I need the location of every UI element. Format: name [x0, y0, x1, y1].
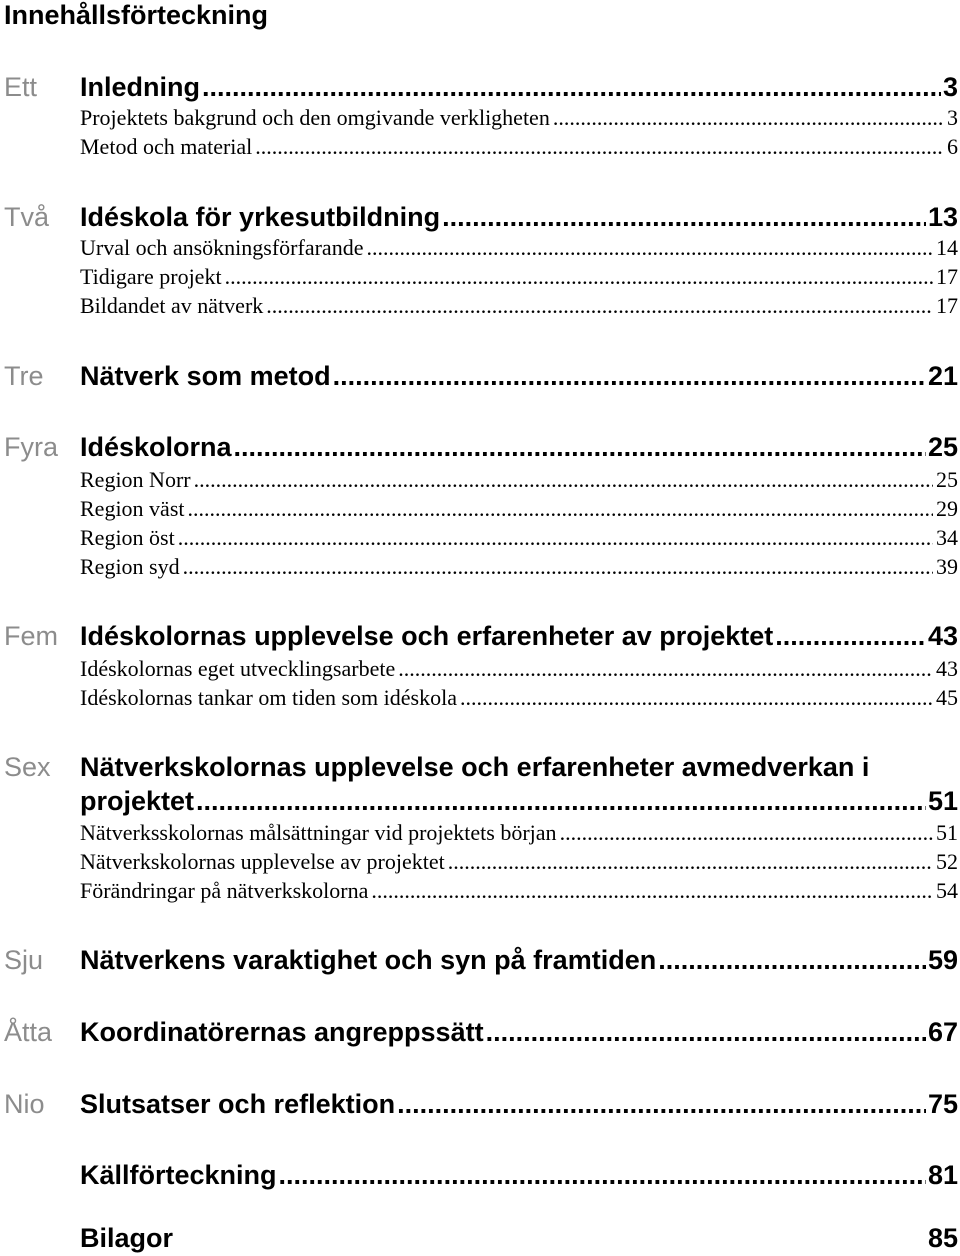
section-title: Metod och material — [80, 134, 253, 159]
section-title: Region öst — [80, 525, 175, 550]
chapter-title: Idéskolornas upplevelse och erfarenheter av projektet — [80, 621, 774, 651]
chapter-title-line-1[interactable]: Nätverkskolornas upplevelse och erfarenheter avmedverkan i — [80, 752, 870, 782]
section-title: Nätverkskolornas upplevelse av projektet — [80, 849, 445, 874]
chapter-title: Idéskola för yrkesutbildning — [80, 202, 441, 232]
chapter-number: Ett — [4, 72, 38, 102]
toc-entry-section[interactable] — [80, 132, 958, 161]
dot-leader — [188, 494, 934, 523]
dot-leader — [775, 619, 926, 653]
dot-leader — [225, 262, 933, 291]
page-number: 81 — [927, 1160, 958, 1190]
dot-leader — [560, 818, 933, 847]
toc-entry-section[interactable] — [80, 876, 958, 905]
toc-chapter-4 — [0, 430, 960, 464]
dot-leader — [183, 552, 933, 581]
section-title: Region väst — [80, 496, 185, 521]
toc-entry-section[interactable] — [80, 683, 958, 712]
toc-entry-section[interactable] — [80, 523, 958, 552]
dot-leader — [255, 132, 944, 161]
page-number: 52 — [936, 849, 958, 874]
page-number: 59 — [927, 945, 958, 975]
section-title: Projektets bakgrund och den omgivande verkligheten — [80, 105, 550, 130]
dot-leader — [658, 943, 926, 977]
toc-entry-section[interactable] — [80, 291, 958, 320]
page-number: 14 — [936, 235, 958, 260]
toc-chapter-6 — [0, 750, 960, 784]
dot-leader — [448, 847, 933, 876]
toc-chapter-1 — [0, 70, 960, 104]
chapter-title: Idéskolorna — [80, 432, 232, 462]
dot-leader — [279, 1158, 926, 1192]
chapter-title: Källförteckning — [80, 1160, 277, 1190]
dot-leader — [333, 359, 926, 393]
toc-entry-chapter[interactable] — [80, 784, 958, 818]
section-title: Bildandet av nätverk — [80, 293, 264, 318]
dot-leader — [460, 683, 933, 712]
toc-entry-chapter[interactable] — [80, 359, 958, 393]
page-number: 45 — [936, 685, 958, 710]
toc-entry-chapter[interactable] — [80, 943, 958, 977]
section-title: Förändringar på nätverkskolorna — [80, 878, 369, 903]
dot-leader — [553, 103, 944, 132]
section-title: Region syd — [80, 554, 180, 579]
page-number: 43 — [927, 621, 958, 651]
chapter-number: Två — [4, 202, 50, 232]
chapter-number: Fem — [4, 621, 58, 651]
dot-leader — [266, 291, 933, 320]
page-number: 34 — [936, 525, 958, 550]
section-title: Nätverksskolornas målsättningar vid projektets början — [80, 820, 557, 845]
page-number: 43 — [936, 656, 958, 681]
page-number: 67 — [927, 1017, 958, 1047]
page-number: 17 — [936, 293, 958, 318]
dot-leader — [234, 430, 926, 464]
section-title: Urval och ansökningsförfarande — [80, 235, 364, 260]
chapter-title: Koordinatörernas angreppssätt — [80, 1017, 484, 1047]
chapter-title: Nätverkens varaktighet och syn på framtiden — [80, 945, 657, 975]
dot-leader — [202, 70, 941, 104]
page-number: 25 — [927, 432, 958, 462]
dot-leader — [194, 465, 933, 494]
toc-chapter-5 — [0, 619, 960, 653]
toc-chapter-9 — [0, 1087, 960, 1121]
section-title: Region Norr — [80, 467, 191, 492]
chapter-title-line-2: projektet — [80, 786, 195, 816]
toc-entry-chapter[interactable] — [80, 1221, 958, 1255]
toc-entry-section[interactable] — [80, 262, 958, 291]
toc-chapter-7 — [0, 943, 960, 977]
toc-entry-section[interactable] — [80, 465, 958, 494]
toc-entry-chapter[interactable] — [80, 1087, 958, 1121]
toc-chapter-6-continued — [0, 784, 960, 818]
page-number: 75 — [927, 1089, 958, 1119]
page-number: 6 — [947, 134, 958, 159]
toc-entry-chapter[interactable] — [80, 619, 958, 653]
page-number: 17 — [936, 264, 958, 289]
dot-leader — [398, 654, 933, 683]
toc-chapter-3 — [0, 359, 960, 393]
chapter-title: Slutsatser och reflektion — [80, 1089, 396, 1119]
toc-entry-section[interactable] — [80, 552, 958, 581]
page-number: 29 — [936, 496, 958, 521]
toc-heading: Innehållsförteckning — [4, 0, 269, 30]
toc-entry-chapter[interactable] — [80, 200, 958, 234]
toc-entry-section[interactable] — [80, 494, 958, 523]
toc-entry-section[interactable] — [80, 103, 958, 132]
dot-leader — [178, 523, 933, 552]
chapter-number: Åtta — [4, 1017, 53, 1047]
toc-entry-section[interactable] — [80, 818, 958, 847]
page-number: 51 — [936, 820, 958, 845]
page-number: 51 — [927, 786, 958, 816]
section-title: Idéskolornas eget utvecklingsarbete — [80, 656, 396, 681]
toc-chapter-8 — [0, 1015, 960, 1049]
toc-entry-chapter[interactable] — [80, 430, 958, 464]
chapter-number: Sju — [4, 945, 44, 975]
page-number: 3 — [947, 105, 958, 130]
dot-leader — [196, 784, 926, 818]
chapter-title: Inledning — [80, 72, 200, 102]
toc-entry-section[interactable] — [80, 847, 958, 876]
page-number: 39 — [936, 554, 958, 579]
dot-leader — [486, 1015, 926, 1049]
chapter-number: Tre — [4, 361, 44, 391]
page-number: 21 — [927, 361, 958, 391]
toc-chapter-2 — [0, 200, 960, 234]
toc-entry-section[interactable] — [80, 654, 958, 683]
chapter-number: Nio — [4, 1089, 45, 1119]
dot-leader — [371, 876, 933, 905]
dot-leader — [397, 1087, 926, 1121]
section-title: Tidigare projekt — [80, 264, 222, 289]
toc-references — [0, 1158, 960, 1192]
page-number: 85 — [927, 1223, 958, 1253]
toc-entry-section[interactable] — [80, 233, 958, 262]
toc-entry-chapter[interactable] — [80, 1158, 958, 1192]
toc-entry-chapter[interactable] — [80, 1015, 958, 1049]
section-title: Idéskolornas tankar om tiden som idéskola — [80, 685, 457, 710]
dot-leader — [366, 233, 933, 262]
toc-appendices — [0, 1221, 960, 1255]
page-number: 25 — [936, 467, 958, 492]
page-number: 13 — [927, 202, 958, 232]
page-number: 3 — [942, 72, 958, 102]
chapter-number: Sex — [4, 752, 51, 782]
chapter-title: Nätverk som metod — [80, 361, 331, 391]
toc-entry-chapter[interactable] — [80, 70, 958, 104]
dot-leader — [442, 200, 926, 234]
page-number: 54 — [936, 878, 958, 903]
chapter-number: Fyra — [4, 432, 58, 462]
chapter-title: Bilagor — [80, 1223, 174, 1253]
